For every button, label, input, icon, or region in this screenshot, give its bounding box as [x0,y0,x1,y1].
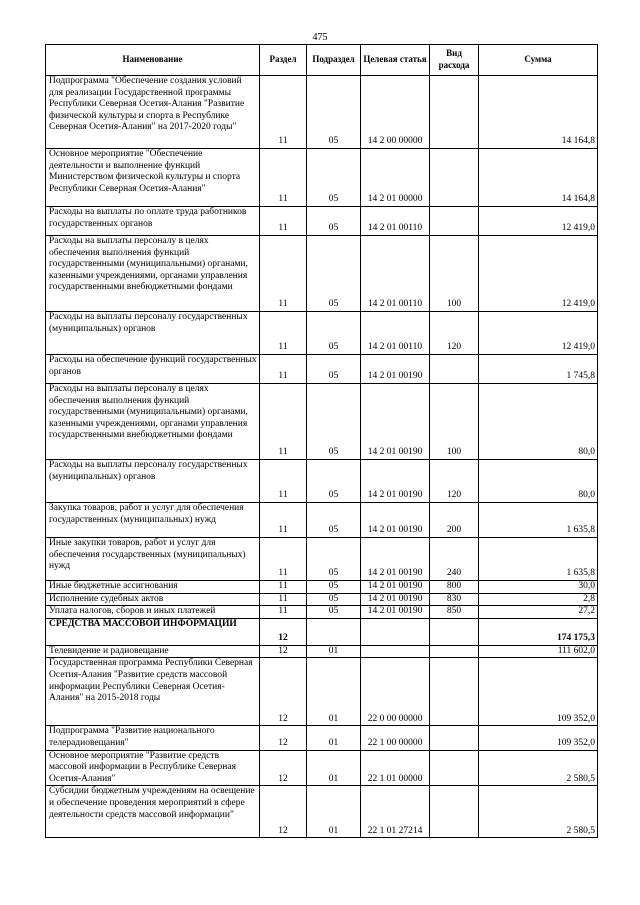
table-row [46,538,598,581]
row-summa: 1 745,8 [479,355,598,384]
row-podrazdel [307,618,361,645]
row-celevaya: 14 2 01 00190 [361,503,430,538]
row-name: Основное мероприятие "Обеспечение деятельности и выполнение функций Министерством физической культуры и спорта Республики Северная Осетия-Алания" [46,149,260,207]
row-podrazdel: 05 [307,460,361,503]
table-row [46,149,598,207]
table-row [46,312,598,355]
row-vid [430,645,479,658]
header-vid: Вид расхода [430,45,479,76]
row-celevaya: 14 2 01 00110 [361,207,430,236]
row-razdel: 11 [260,538,307,581]
row-name: Подпрограмма "Обеспечение создания условий для реализации Государственной программы Республики Северная Осетия-Алания "Развитие физической культуры и спорта в Республике Северная Осетия-Алания" на 2017-2020 годы" [46,76,260,149]
row-podrazdel: 05 [307,355,361,384]
row-vid [430,658,479,726]
table-row [46,76,598,149]
table-header [46,45,598,76]
row-name: Расходы на обеспечение функций государственных органов [46,355,260,384]
row-razdel: 11 [260,312,307,355]
row-summa: 2,8 [479,593,598,606]
row-celevaya: 14 2 01 00190 [361,460,430,503]
table-row [46,503,598,538]
row-vid [430,750,479,786]
row-summa: 27,2 [479,606,598,619]
table-row [46,750,598,786]
table-row [46,384,598,460]
row-name: Субсидии бюджетным учреждениям на освещение и обеспечение проведения мероприятий в сфере деятельности средств массовой информации" [46,786,260,838]
row-razdel: 12 [260,618,307,645]
row-vid: 240 [430,538,479,581]
header-summa: Сумма [479,45,598,76]
row-celevaya: 14 2 01 00190 [361,606,430,619]
row-name: Основное мероприятие "Развитие средств массовой информации в Республике Северная Осетия-Алания" [46,750,260,786]
row-podrazdel: 01 [307,645,361,658]
header-podrazdel: Подраздел [307,45,361,76]
row-razdel: 12 [260,786,307,838]
table-row [46,658,598,726]
table-row [46,207,598,236]
row-razdel: 11 [260,503,307,538]
row-vid [430,786,479,838]
table-row [46,606,598,619]
row-razdel: 11 [260,593,307,606]
row-summa: 2 580,5 [479,786,598,838]
row-celevaya: 22 1 01 00000 [361,750,430,786]
row-name: СРЕДСТВА МАССОВОЙ ИНФОРМАЦИИ [46,618,260,645]
row-podrazdel: 05 [307,312,361,355]
row-celevaya: 22 0 00 00000 [361,658,430,726]
row-razdel: 11 [260,384,307,460]
row-celevaya [361,618,430,645]
row-celevaya: 22 1 01 27214 [361,786,430,838]
page-number: 475 [312,32,328,43]
table-row [46,786,598,838]
row-summa: 14 164,8 [479,76,598,149]
table-row [46,236,598,312]
row-celevaya [361,645,430,658]
row-summa: 109 352,0 [479,726,598,750]
table-row [46,460,598,503]
row-razdel: 11 [260,606,307,619]
row-name: Расходы на выплаты персоналу в целях обеспечения выполнения функций государственными (муниципальными) органами, казенными учреждениями, органами управления государственными внебюджетными фондами [46,236,260,312]
header-razdel: Раздел [260,45,307,76]
row-name: Расходы на выплаты персоналу государственных (муниципальных) органов [46,312,260,355]
row-vid: 120 [430,312,479,355]
row-podrazdel: 05 [307,606,361,619]
row-razdel: 11 [260,355,307,384]
row-name: Расходы на выплаты персоналу государственных (муниципальных) органов [46,460,260,503]
row-celevaya: 14 2 00 00000 [361,76,430,149]
row-podrazdel: 01 [307,726,361,750]
table-row [46,618,598,645]
row-vid: 100 [430,384,479,460]
row-name: Государственная программа Республики Северная Осетия-Алания "Развитие средств массовой информации Республики Северная Осетия-Алания" на 2015-2018 годы [46,658,260,726]
row-celevaya: 14 2 01 00190 [361,538,430,581]
row-summa: 12 419,0 [479,312,598,355]
row-name: Иные закупки товаров, работ и услуг для обеспечения государственных (муниципальных) нужд [46,538,260,581]
row-razdel: 12 [260,645,307,658]
row-vid: 850 [430,606,479,619]
row-celevaya: 14 2 01 00190 [361,581,430,594]
table-row [46,593,598,606]
row-summa: 80,0 [479,384,598,460]
row-name: Исполнение судебных актов [46,593,260,606]
row-celevaya: 14 2 01 00190 [361,355,430,384]
row-vid: 800 [430,581,479,594]
row-podrazdel: 05 [307,76,361,149]
row-razdel: 11 [260,149,307,207]
row-summa: 30,0 [479,581,598,594]
row-podrazdel: 05 [307,503,361,538]
row-razdel: 11 [260,460,307,503]
row-summa: 109 352,0 [479,658,598,726]
row-podrazdel: 05 [307,207,361,236]
row-vid [430,726,479,750]
row-vid: 100 [430,236,479,312]
row-summa: 80,0 [479,460,598,503]
row-summa: 174 175,3 [479,618,598,645]
budget-table [45,44,598,838]
row-vid [430,207,479,236]
row-podrazdel: 05 [307,149,361,207]
table-row [46,581,598,594]
row-summa: 14 164,8 [479,149,598,207]
row-summa: 12 419,0 [479,207,598,236]
row-vid: 120 [430,460,479,503]
row-podrazdel: 01 [307,658,361,726]
row-name: Расходы на выплаты по оплате труда работников государственных органов [46,207,260,236]
row-celevaya: 14 2 01 00110 [361,312,430,355]
table-row [46,645,598,658]
row-name: Телевидение и радиовещание [46,645,260,658]
row-vid: 200 [430,503,479,538]
row-celevaya: 14 2 01 00190 [361,593,430,606]
row-razdel: 12 [260,658,307,726]
row-name: Подпрограмма "Развитие национального телерадиовещания" [46,726,260,750]
row-celevaya: 14 2 01 00190 [361,384,430,460]
row-vid: 830 [430,593,479,606]
row-podrazdel: 05 [307,538,361,581]
row-razdel: 11 [260,76,307,149]
row-vid [430,618,479,645]
row-celevaya: 14 2 01 00000 [361,149,430,207]
row-celevaya: 22 1 00 00000 [361,726,430,750]
row-vid [430,355,479,384]
row-podrazdel: 05 [307,384,361,460]
row-name: Иные бюджетные ассигнования [46,581,260,594]
row-celevaya: 14 2 01 00110 [361,236,430,312]
table-row [46,355,598,384]
row-summa: 12 419,0 [479,236,598,312]
header-name: Наименование [46,45,260,76]
row-name: Уплата налогов, сборов и иных платежей [46,606,260,619]
row-summa: 1 635,8 [479,503,598,538]
row-name: Закупка товаров, работ и услуг для обеспечения государственных (муниципальных) нужд [46,503,260,538]
row-razdel: 12 [260,750,307,786]
table-row [46,726,598,750]
row-name: Расходы на выплаты персоналу в целях обеспечения выполнения функций государственными (муниципальными) органами, казенными учреждениями, органами управления государственными внебюджетными фондами [46,384,260,460]
row-vid [430,76,479,149]
row-podrazdel: 01 [307,786,361,838]
row-razdel: 11 [260,207,307,236]
row-summa: 1 635,8 [479,538,598,581]
row-podrazdel: 01 [307,750,361,786]
row-summa: 2 580,5 [479,750,598,786]
row-podrazdel: 05 [307,236,361,312]
row-podrazdel: 05 [307,593,361,606]
row-razdel: 11 [260,236,307,312]
header-celevaya: Целевая статья [361,45,430,76]
row-vid [430,149,479,207]
row-summa: 111 602,0 [479,645,598,658]
row-razdel: 11 [260,581,307,594]
row-podrazdel: 05 [307,581,361,594]
row-razdel: 12 [260,726,307,750]
